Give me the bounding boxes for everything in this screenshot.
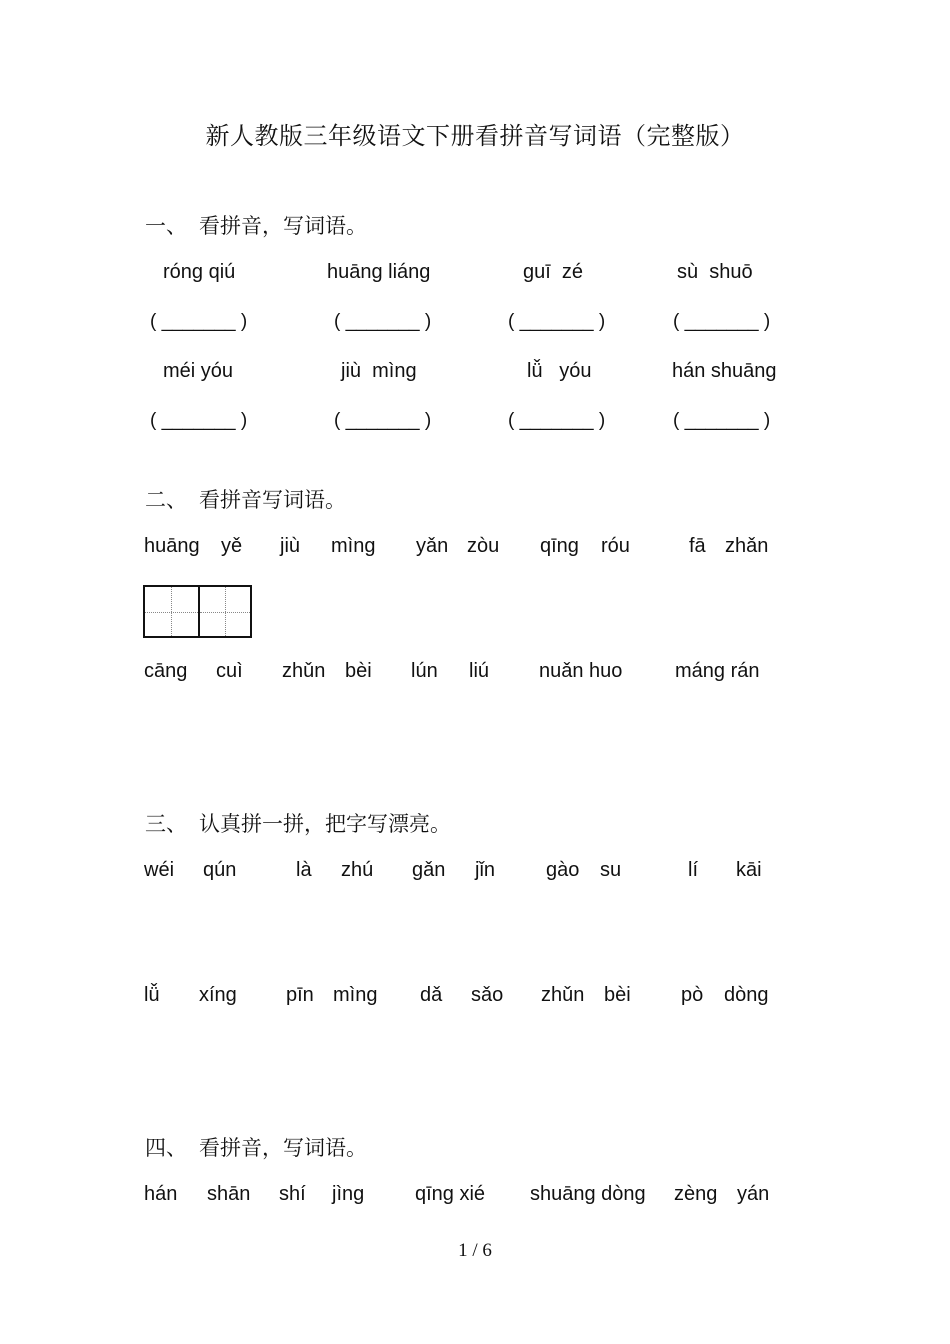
pinyin: pò bbox=[681, 984, 704, 1006]
pinyin: lún bbox=[411, 660, 438, 682]
section-heading-2 bbox=[145, 484, 346, 514]
pinyin: qīng xié bbox=[415, 1183, 486, 1205]
pinyin: cāng bbox=[144, 660, 188, 682]
pinyin: zhú bbox=[341, 859, 374, 881]
pinyin: róu bbox=[601, 535, 630, 557]
pinyin: jǐn bbox=[475, 859, 496, 881]
page-number: 1 / 6 bbox=[458, 1240, 492, 1261]
writing-grid[interactable] bbox=[143, 585, 252, 638]
pinyin: fā bbox=[689, 535, 706, 557]
pinyin: shān bbox=[207, 1183, 251, 1205]
pinyin: liú bbox=[469, 660, 490, 682]
pinyin: zhǎn bbox=[725, 535, 769, 557]
section-heading-1 bbox=[145, 210, 367, 240]
pinyin: yán bbox=[737, 1183, 770, 1205]
pinyin: xíng bbox=[199, 984, 237, 1006]
writing-cell[interactable] bbox=[145, 587, 198, 636]
pinyin: guī zé bbox=[523, 261, 584, 283]
pinyin: shí bbox=[279, 1183, 306, 1205]
pinyin: huāng liáng bbox=[327, 261, 431, 283]
section-number: 四、 bbox=[145, 1136, 187, 1160]
answer-blank[interactable]: ( _______ ) bbox=[508, 410, 606, 431]
pinyin: hán shuāng bbox=[672, 360, 777, 382]
pinyin: mìng bbox=[331, 535, 376, 557]
pinyin: qún bbox=[203, 859, 237, 881]
pinyin: huāng bbox=[144, 535, 200, 557]
pinyin: kāi bbox=[736, 859, 762, 881]
answer-blank[interactable]: ( _______ ) bbox=[673, 410, 771, 431]
section-instruction: 看拼音，写词语。 bbox=[199, 1136, 367, 1160]
pinyin: cuì bbox=[216, 660, 243, 682]
pinyin: gǎn bbox=[412, 859, 446, 881]
pinyin: là bbox=[296, 859, 312, 881]
pinyin: bèi bbox=[604, 984, 631, 1006]
pinyin: bèi bbox=[345, 660, 372, 682]
page-title: 新人教版三年级语文下册看拼音写词语（完整版） bbox=[205, 124, 745, 150]
section-heading-4 bbox=[145, 1132, 367, 1162]
answer-blank[interactable]: ( _______ ) bbox=[673, 311, 771, 332]
pinyin: gào bbox=[546, 859, 580, 881]
pinyin: dòng bbox=[724, 984, 769, 1006]
pinyin: zhǔn bbox=[282, 660, 326, 682]
pinyin: mìng bbox=[333, 984, 378, 1006]
pinyin: róng qiú bbox=[163, 261, 236, 283]
pinyin: lí bbox=[688, 859, 698, 881]
pinyin: zhǔn bbox=[541, 984, 585, 1006]
answer-blank[interactable]: ( _______ ) bbox=[334, 410, 432, 431]
pinyin: sù shuō bbox=[677, 261, 753, 283]
section-instruction: 看拼音，写词语。 bbox=[199, 214, 367, 238]
answer-blank[interactable]: ( _______ ) bbox=[150, 311, 248, 332]
pinyin: hán bbox=[144, 1183, 178, 1205]
pinyin: yǎn bbox=[416, 535, 449, 557]
section-number: 二、 bbox=[145, 488, 187, 512]
pinyin: nuǎn huo bbox=[539, 660, 623, 682]
pinyin: jiù bbox=[280, 535, 301, 557]
writing-cell[interactable] bbox=[198, 587, 251, 636]
pinyin: sǎo bbox=[471, 984, 504, 1006]
pinyin: dǎ bbox=[420, 984, 443, 1006]
answer-blank[interactable]: ( _______ ) bbox=[150, 410, 248, 431]
pinyin: qīng bbox=[540, 535, 579, 557]
pinyin: yě bbox=[221, 535, 243, 557]
pinyin: jìng bbox=[332, 1183, 365, 1205]
answer-blank[interactable]: ( _______ ) bbox=[508, 311, 606, 332]
section-number: 一、 bbox=[145, 214, 187, 238]
pinyin: su bbox=[600, 859, 622, 881]
pinyin: jiù mìng bbox=[341, 360, 417, 382]
section-instruction: 看拼音写词语。 bbox=[199, 488, 346, 512]
section-heading-3 bbox=[145, 808, 451, 838]
pinyin: wéi bbox=[144, 859, 175, 881]
pinyin: shuāng dòng bbox=[530, 1183, 646, 1205]
pinyin: lǚ yóu bbox=[527, 360, 592, 382]
section-instruction: 认真拼一拼，把字写漂亮。 bbox=[199, 812, 451, 836]
pinyin: méi yóu bbox=[163, 360, 234, 382]
pinyin: máng rán bbox=[675, 660, 760, 682]
pinyin: lǚ bbox=[144, 984, 160, 1006]
pinyin: zòu bbox=[467, 535, 500, 557]
answer-blank[interactable]: ( _______ ) bbox=[334, 311, 432, 332]
pinyin: zèng bbox=[674, 1183, 718, 1205]
pinyin: pīn bbox=[286, 984, 314, 1006]
section-number: 三、 bbox=[145, 812, 187, 836]
